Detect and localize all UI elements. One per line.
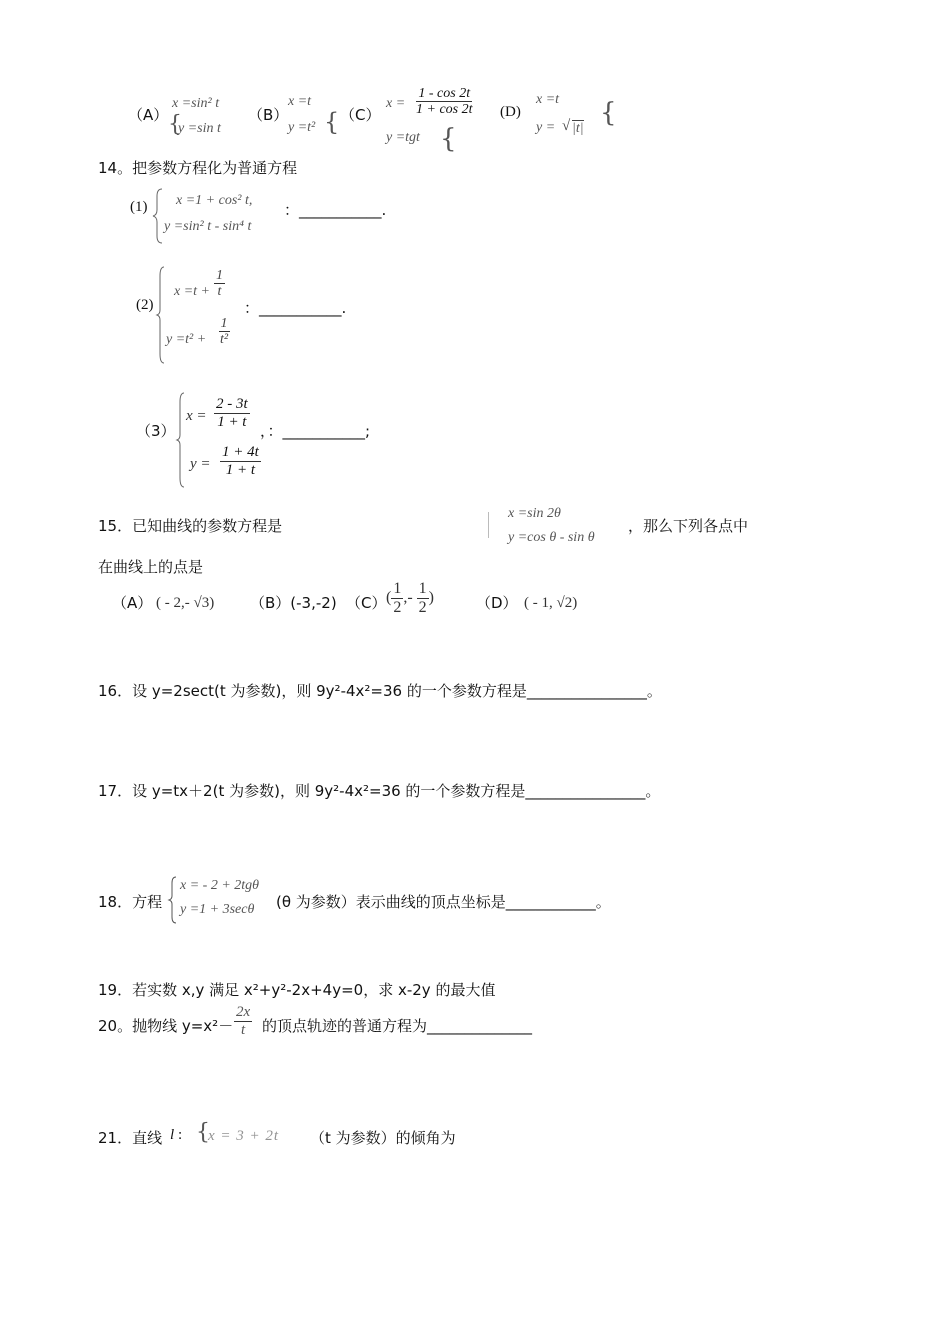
q15-option-b: （B）(-3,-2) — [250, 594, 337, 612]
q18-prefix: 18．方程 — [98, 893, 163, 911]
q14-part1-blank: ：___________. — [284, 201, 387, 219]
option-b-eq1: x =t — [288, 94, 312, 109]
brace-icon: { — [440, 124, 457, 154]
fraction-denominator: 2 — [418, 598, 427, 616]
brace-icon: { — [168, 112, 182, 137]
q14-part3-frac2 — [220, 444, 261, 478]
option-a-label: （A） — [128, 106, 169, 124]
q14-part1-label: (1) — [130, 199, 148, 215]
q21-colon: : — [178, 1127, 183, 1143]
q21-garbled-equation: x = 3 + 2t — [208, 1128, 280, 1144]
option-b-label: （B） — [248, 106, 289, 124]
option-c-fraction — [414, 86, 475, 118]
q14-part1-eq2: y =sin² t - sin⁴ t — [164, 219, 252, 234]
q21-variable: l — [170, 1127, 175, 1143]
q21-prefix: 21．直线 — [98, 1129, 163, 1147]
q15-text: 15．已知曲线的参数方程是 — [98, 517, 283, 535]
fraction-denominator: t — [241, 1021, 246, 1038]
option-c-eq2: y =tgt — [386, 130, 420, 145]
q21-suffix: （t 为参数）的倾角为 — [310, 1129, 456, 1147]
option-a-eq2: y =sin t — [178, 121, 221, 136]
fraction-numerator: 1 — [220, 316, 228, 331]
q15-option-a-label: （A） — [112, 594, 153, 612]
q14-part2-blank: ：___________. — [244, 299, 347, 317]
q20-suffix: 的顶点轨迹的普通方程为______________ — [262, 1017, 533, 1035]
left-brace-icon — [152, 188, 166, 244]
brace-icon: { — [324, 108, 340, 136]
sqrt-icon: √ — [562, 118, 571, 134]
q15-option-c-label: （C） — [346, 594, 387, 612]
q14-part2-label: (2) — [136, 297, 154, 313]
fraction-denominator: 1 + t — [217, 413, 247, 430]
q14-part3-frac1 — [214, 396, 250, 430]
fraction-numerator: 1 — [418, 580, 427, 597]
q18-eq1: x = - 2 + 2tgθ — [180, 878, 260, 893]
fraction-numerator: 2 - 3t — [216, 396, 248, 412]
option-d-eq1: x =t — [536, 92, 560, 107]
fraction-denominator: t — [217, 284, 222, 300]
q18-suffix: (θ 为参数）表示曲线的顶点坐标是____________。 — [276, 893, 611, 911]
q14-part3-label: （3） — [136, 422, 176, 440]
fraction-denominator: 1 + t — [225, 461, 256, 478]
left-brace-icon — [156, 266, 168, 364]
option-b-eq2: y =t² — [288, 120, 316, 135]
q14-part2-eq2-lhs: y =t² + — [166, 332, 207, 347]
brace-icon: { — [600, 98, 617, 128]
q18-eq2: y =1 + 3secθ — [180, 902, 255, 917]
option-a-eq1: x =sin² t — [172, 96, 220, 111]
q20-fraction — [234, 1004, 252, 1038]
q14-part1-eq1: x =1 + cos² t, — [176, 193, 253, 208]
fraction-numerator: 2x — [236, 1004, 251, 1020]
q14-title: 14。把参数方程化为普通方程 — [98, 159, 298, 177]
q17-text: 17．设 y=tx＋2(t 为参数)，则 9y²-4x²=36 的一个参数方程是________________。 — [98, 782, 661, 800]
option-d-label: (D) — [500, 104, 521, 120]
option-d-radicand: |t| — [572, 121, 584, 136]
q15-option-c-value: ( $\frac{1}{2}$ ,- $\frac{1}{2}$ ) — [386, 580, 434, 616]
option-d-eq2-lhs: y = — [536, 120, 556, 135]
q15-tail: ，那么下列各点中 — [628, 517, 749, 535]
q15-option-d-value: ( - 1, √2) — [524, 595, 578, 611]
q15-option-a-value: ( - 2,- √3) — [156, 595, 215, 611]
q15-eq1: x =sin 2θ — [508, 506, 561, 521]
divider — [488, 512, 489, 538]
q14-part3-blank: ，：___________; — [260, 422, 371, 440]
q14-part2-frac1 — [214, 268, 225, 300]
left-brace-icon — [168, 876, 178, 924]
q19-text: 19．若实数 x,y 满足 x²+y²-2x+4y=0，求 x-2y 的最大值 — [98, 981, 496, 999]
q15-line2: 在曲线上的点是 — [98, 558, 204, 576]
fraction-numerator: 1 + 4t — [222, 444, 259, 460]
fraction-denominator: 2 — [393, 598, 402, 616]
q14-part2-eq1-lhs: x =t + — [174, 284, 210, 299]
fraction-denominator: t² — [220, 332, 229, 348]
fraction-numerator: 1 — [393, 580, 402, 597]
option-c-eq1-lhs: x = — [386, 96, 406, 111]
q14-part3-eq1-lhs: x = — [186, 408, 207, 424]
q16-text: 16．设 y=2sect(t 为参数)，则 9y²-4x²=36 的一个参数方程是________________。 — [98, 682, 662, 700]
left-brace-icon — [176, 392, 188, 488]
fraction-denominator: 1 + cos 2t — [416, 102, 473, 118]
option-c-label: （C） — [340, 106, 381, 124]
fraction-numerator: 1 - cos 2t — [418, 86, 471, 101]
q15-eq2: y =cos θ - sin θ — [508, 530, 595, 545]
fraction-numerator: 1 — [216, 268, 223, 283]
q14-part3-eq2-lhs: y = — [190, 456, 211, 472]
brace-icon: { — [196, 1120, 210, 1145]
q20-prefix: 20。抛物线 y=x²－ — [98, 1017, 234, 1035]
q14-part2-frac2 — [218, 316, 230, 348]
q15-option-d-label: （D） — [476, 594, 518, 612]
